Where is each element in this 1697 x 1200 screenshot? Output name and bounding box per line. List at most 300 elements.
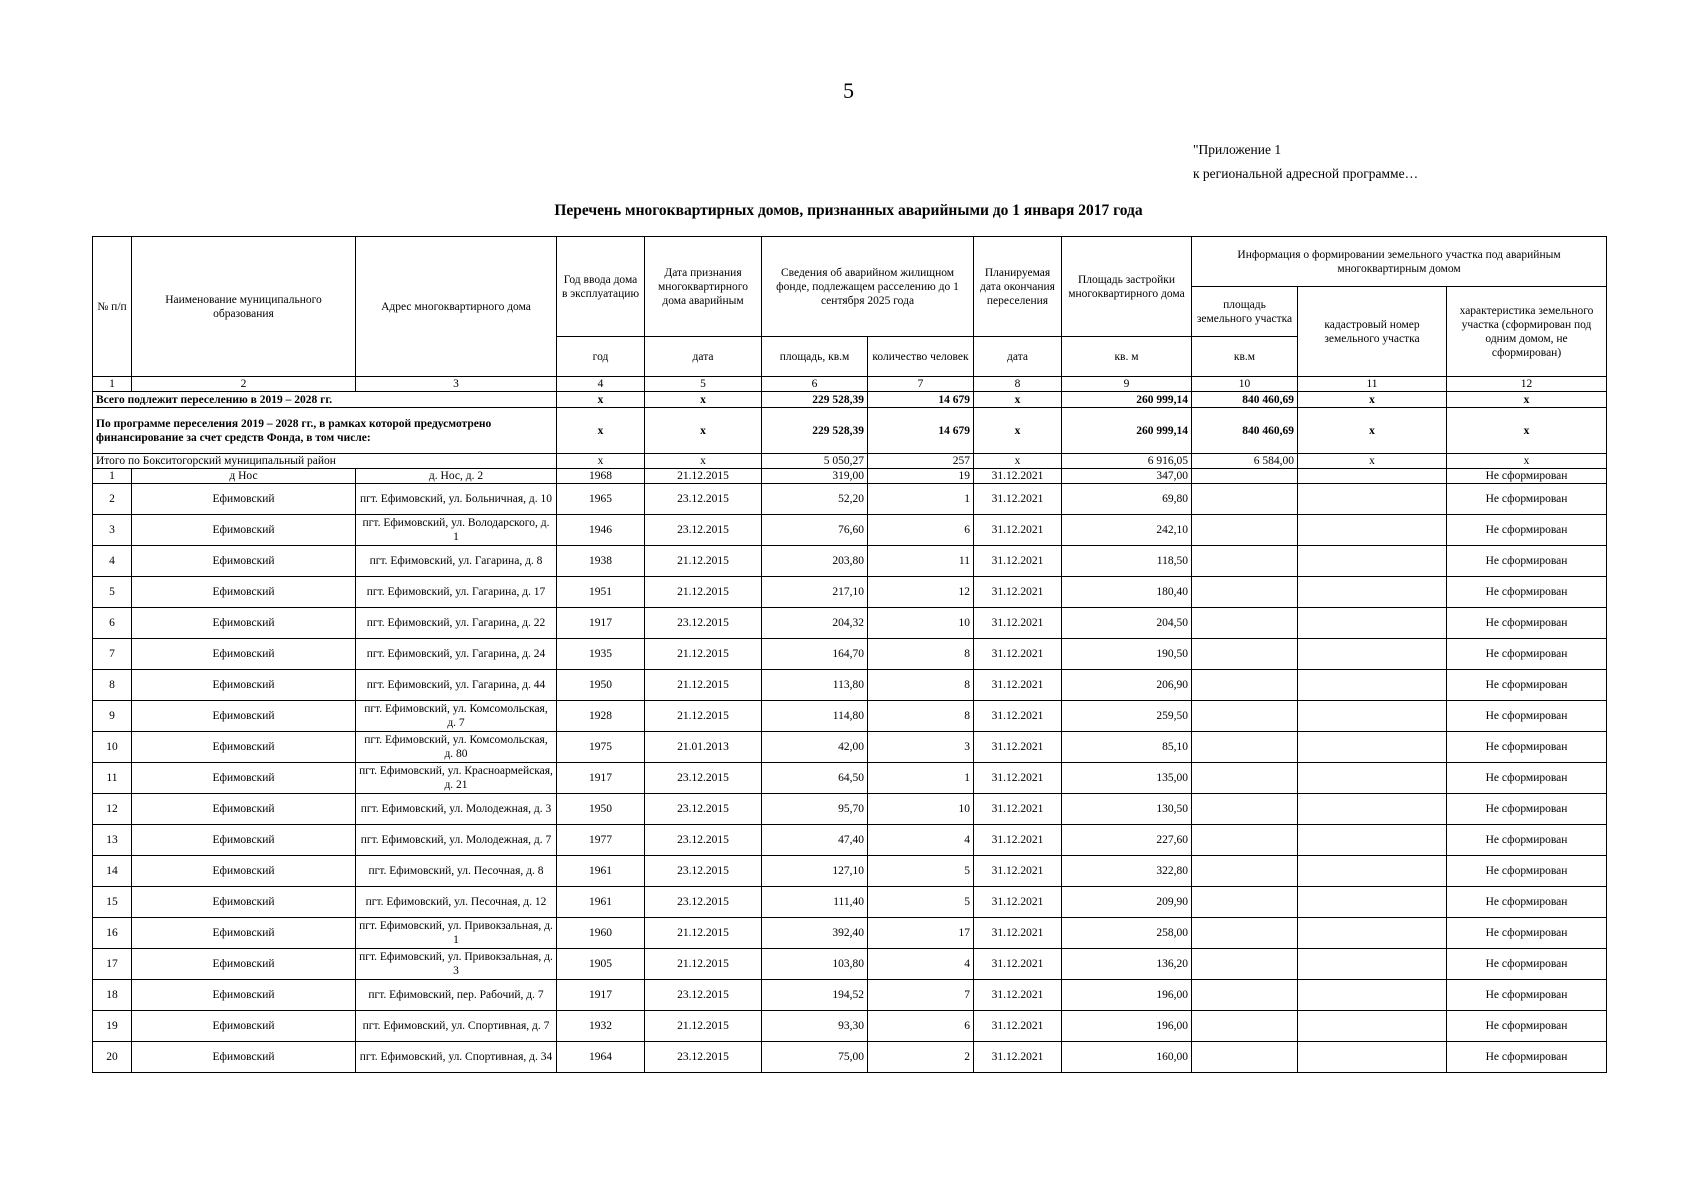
col-number: 7 bbox=[868, 377, 974, 392]
table-row bbox=[93, 1042, 1607, 1073]
row-build-area: 69,80 bbox=[1062, 484, 1192, 515]
row-year: 1917 bbox=[557, 763, 645, 794]
row-plan-date: 31.12.2021 bbox=[974, 484, 1062, 515]
summary-build: 6 916,05 bbox=[1062, 454, 1192, 469]
row-plan-date: 31.12.2021 bbox=[974, 856, 1062, 887]
row-plan-date: 31.12.2021 bbox=[974, 577, 1062, 608]
row-date-recognition: 23.12.2015 bbox=[645, 484, 762, 515]
header-land-character: характеристика земельного участка (сформирован под одним домом, не сформирован) bbox=[1447, 287, 1607, 377]
row-build-area: 160,00 bbox=[1062, 1042, 1192, 1073]
row-address: пгт. Ефимовский, ул. Молодежная, д. 3 bbox=[356, 794, 557, 825]
summary-area: 229 528,39 bbox=[762, 408, 868, 454]
row-number: 14 bbox=[93, 856, 132, 887]
row-people: 6 bbox=[868, 515, 974, 546]
row-address: пгт. Ефимовский, ул. Володарского, д. 1 bbox=[356, 515, 557, 546]
summary-label: Всего подлежит переселению в 2019 – 2028 гг. bbox=[93, 392, 557, 408]
summary-area: 229 528,39 bbox=[762, 392, 868, 408]
row-year: 1905 bbox=[557, 949, 645, 980]
row-plan-date: 31.12.2021 bbox=[974, 794, 1062, 825]
row-year: 1950 bbox=[557, 670, 645, 701]
row-year: 1938 bbox=[557, 546, 645, 577]
row-people: 4 bbox=[868, 949, 974, 980]
row-build-area: 227,60 bbox=[1062, 825, 1192, 856]
col-number: 10 bbox=[1192, 377, 1298, 392]
table-row bbox=[93, 918, 1607, 949]
row-date-recognition: 23.12.2015 bbox=[645, 763, 762, 794]
row-build-area: 118,50 bbox=[1062, 546, 1192, 577]
table-row bbox=[93, 484, 1607, 515]
row-plan-date: 31.12.2021 bbox=[974, 980, 1062, 1011]
row-land-character: Не сформирован bbox=[1447, 1011, 1607, 1042]
header-num: № п/п bbox=[93, 237, 132, 377]
row-area: 76,60 bbox=[762, 515, 868, 546]
table-row bbox=[93, 887, 1607, 918]
row-year: 1977 bbox=[557, 825, 645, 856]
summary-people: 14 679 bbox=[868, 408, 974, 454]
document-title: Перечень многоквартирных домов, признанных аварийными до 1 января 2017 года bbox=[554, 202, 1143, 219]
summary-year: х bbox=[557, 408, 645, 454]
row-area: 204,32 bbox=[762, 608, 868, 639]
row-land-character: Не сформирован bbox=[1447, 949, 1607, 980]
row-land-area bbox=[1192, 794, 1298, 825]
row-build-area: 209,90 bbox=[1062, 887, 1192, 918]
row-land-area bbox=[1192, 1042, 1298, 1073]
row-number: 7 bbox=[93, 639, 132, 670]
row-plan-date: 31.12.2021 bbox=[974, 1011, 1062, 1042]
row-land-area bbox=[1192, 577, 1298, 608]
row-number: 9 bbox=[93, 701, 132, 732]
row-cadastral bbox=[1298, 763, 1447, 794]
header-land-area: площадь земельного участка bbox=[1192, 287, 1298, 337]
row-area: 217,10 bbox=[762, 577, 868, 608]
row-date-recognition: 23.12.2015 bbox=[645, 1042, 762, 1073]
row-date-recognition: 21.12.2015 bbox=[645, 949, 762, 980]
row-number: 5 bbox=[93, 577, 132, 608]
row-build-area: 347,00 bbox=[1062, 469, 1192, 484]
row-people: 1 bbox=[868, 763, 974, 794]
row-people: 2 bbox=[868, 1042, 974, 1073]
row-land-area bbox=[1192, 980, 1298, 1011]
row-cadastral bbox=[1298, 825, 1447, 856]
row-people: 5 bbox=[868, 887, 974, 918]
row-municipality: Ефимовский bbox=[132, 856, 356, 887]
row-municipality: Ефимовский bbox=[132, 980, 356, 1011]
row-plan-date: 31.12.2021 bbox=[974, 918, 1062, 949]
summary-people: 14 679 bbox=[868, 392, 974, 408]
row-year: 1950 bbox=[557, 794, 645, 825]
row-people: 5 bbox=[868, 856, 974, 887]
row-land-character: Не сформирован bbox=[1447, 639, 1607, 670]
row-date-recognition: 21.12.2015 bbox=[645, 577, 762, 608]
row-area: 203,80 bbox=[762, 546, 868, 577]
col-number: 11 bbox=[1298, 377, 1447, 392]
row-address: пгт. Ефимовский, ул. Гагарина, д. 8 bbox=[356, 546, 557, 577]
summary-plan: х bbox=[974, 408, 1062, 454]
row-number: 2 bbox=[93, 484, 132, 515]
row-area: 93,30 bbox=[762, 1011, 868, 1042]
row-people: 10 bbox=[868, 608, 974, 639]
row-people: 7 bbox=[868, 980, 974, 1011]
row-address: пгт. Ефимовский, ул. Гагарина, д. 24 bbox=[356, 639, 557, 670]
row-municipality: д Нос bbox=[132, 469, 356, 484]
row-address: пгт. Ефимовский, ул. Спортивная, д. 34 bbox=[356, 1042, 557, 1073]
header-land-info: Информация о формировании земельного участка под аварийным многоквартирным домом bbox=[1192, 237, 1607, 287]
header-build-area: Площадь застройки многоквартирного дома bbox=[1062, 237, 1192, 337]
row-number: 16 bbox=[93, 918, 132, 949]
row-plan-date: 31.12.2021 bbox=[974, 887, 1062, 918]
row-plan-date: 31.12.2021 bbox=[974, 825, 1062, 856]
row-land-area bbox=[1192, 608, 1298, 639]
summary-cad: х bbox=[1298, 392, 1447, 408]
row-address: пгт. Ефимовский, ул. Молодежная, д. 7 bbox=[356, 825, 557, 856]
row-build-area: 258,00 bbox=[1062, 918, 1192, 949]
row-plan-date: 31.12.2021 bbox=[974, 1042, 1062, 1073]
table-row bbox=[93, 856, 1607, 887]
row-date-recognition: 23.12.2015 bbox=[645, 515, 762, 546]
row-date-recognition: 23.12.2015 bbox=[645, 608, 762, 639]
row-land-character: Не сформирован bbox=[1447, 1042, 1607, 1073]
page-number: 5 bbox=[843, 78, 854, 103]
appendix-line-1: "Приложение 1 bbox=[1193, 142, 1282, 157]
unit-build: кв. м bbox=[1062, 337, 1192, 377]
row-cadastral bbox=[1298, 949, 1447, 980]
row-year: 1928 bbox=[557, 701, 645, 732]
row-area: 52,20 bbox=[762, 484, 868, 515]
col-number: 1 bbox=[93, 377, 132, 392]
summary-date: х bbox=[645, 392, 762, 408]
row-number: 10 bbox=[93, 732, 132, 763]
row-date-recognition: 21.12.2015 bbox=[645, 670, 762, 701]
row-municipality: Ефимовский bbox=[132, 825, 356, 856]
row-area: 164,70 bbox=[762, 639, 868, 670]
row-people: 12 bbox=[868, 577, 974, 608]
summary-cad: х bbox=[1298, 454, 1447, 469]
row-municipality: Ефимовский bbox=[132, 577, 356, 608]
row-year: 1917 bbox=[557, 608, 645, 639]
row-land-area bbox=[1192, 763, 1298, 794]
row-area: 392,40 bbox=[762, 918, 868, 949]
row-address: пгт. Ефимовский, ул. Гагарина, д. 44 bbox=[356, 670, 557, 701]
row-municipality: Ефимовский bbox=[132, 732, 356, 763]
row-number: 15 bbox=[93, 887, 132, 918]
row-land-area bbox=[1192, 1011, 1298, 1042]
summary-char: х bbox=[1447, 454, 1607, 469]
row-land-character: Не сформирован bbox=[1447, 670, 1607, 701]
row-build-area: 196,00 bbox=[1062, 1011, 1192, 1042]
row-municipality: Ефимовский bbox=[132, 949, 356, 980]
col-number: 3 bbox=[356, 377, 557, 392]
column-numbers-row bbox=[93, 377, 1607, 392]
row-land-area bbox=[1192, 515, 1298, 546]
row-land-area bbox=[1192, 469, 1298, 484]
table-row bbox=[93, 469, 1607, 484]
table-row bbox=[93, 701, 1607, 732]
row-year: 1960 bbox=[557, 918, 645, 949]
row-address: пгт. Ефимовский, ул. Комсомольская, д. 7 bbox=[356, 701, 557, 732]
row-year: 1946 bbox=[557, 515, 645, 546]
summary-plan: х bbox=[974, 392, 1062, 408]
row-address: пгт. Ефимовский, ул. Комсомольская, д. 80 bbox=[356, 732, 557, 763]
col-number: 6 bbox=[762, 377, 868, 392]
row-area: 114,80 bbox=[762, 701, 868, 732]
row-plan-date: 31.12.2021 bbox=[974, 546, 1062, 577]
row-people: 1 bbox=[868, 484, 974, 515]
summary-build: 260 999,14 bbox=[1062, 392, 1192, 408]
row-land-area bbox=[1192, 856, 1298, 887]
row-address: пгт. Ефимовский, ул. Песочная, д. 8 bbox=[356, 856, 557, 887]
row-municipality: Ефимовский bbox=[132, 794, 356, 825]
summary-area: 5 050,27 bbox=[762, 454, 868, 469]
row-municipality: Ефимовский bbox=[132, 670, 356, 701]
row-land-area bbox=[1192, 639, 1298, 670]
row-address: пгт. Ефимовский, ул. Больничная, д. 10 bbox=[356, 484, 557, 515]
summary-land: 840 460,69 bbox=[1192, 392, 1298, 408]
table-row bbox=[93, 515, 1607, 546]
row-date-recognition: 21.12.2015 bbox=[645, 546, 762, 577]
row-land-character: Не сформирован bbox=[1447, 577, 1607, 608]
table-header bbox=[93, 237, 1607, 392]
row-cadastral bbox=[1298, 469, 1447, 484]
row-year: 1961 bbox=[557, 856, 645, 887]
row-people: 6 bbox=[868, 1011, 974, 1042]
row-build-area: 180,40 bbox=[1062, 577, 1192, 608]
row-address: пгт. Ефимовский, ул. Гагарина, д. 17 bbox=[356, 577, 557, 608]
col-number: 2 bbox=[132, 377, 356, 392]
row-cadastral bbox=[1298, 546, 1447, 577]
row-municipality: Ефимовский bbox=[132, 608, 356, 639]
row-plan-date: 31.12.2021 bbox=[974, 670, 1062, 701]
housing-table bbox=[92, 236, 1607, 1073]
table-body bbox=[93, 392, 1607, 1073]
row-land-area bbox=[1192, 918, 1298, 949]
row-land-character: Не сформирован bbox=[1447, 980, 1607, 1011]
appendix-line-2: к региональной адресной программе… bbox=[1193, 166, 1419, 181]
row-address: пгт. Ефимовский, ул. Привокзальная, д. 1 bbox=[356, 918, 557, 949]
row-land-character: Не сформирован bbox=[1447, 469, 1607, 484]
row-date-recognition: 21.12.2015 bbox=[645, 918, 762, 949]
summary-build: 260 999,14 bbox=[1062, 408, 1192, 454]
row-date-recognition: 21.12.2015 bbox=[645, 639, 762, 670]
table-row bbox=[93, 732, 1607, 763]
appendix-note bbox=[1193, 138, 1418, 186]
row-year: 1935 bbox=[557, 639, 645, 670]
row-date-recognition: 21.12.2015 bbox=[645, 469, 762, 484]
unit-land: кв.м bbox=[1192, 337, 1298, 377]
row-date-recognition: 23.12.2015 bbox=[645, 980, 762, 1011]
row-area: 75,00 bbox=[762, 1042, 868, 1073]
row-build-area: 259,50 bbox=[1062, 701, 1192, 732]
row-cadastral bbox=[1298, 732, 1447, 763]
row-build-area: 206,90 bbox=[1062, 670, 1192, 701]
row-cadastral bbox=[1298, 484, 1447, 515]
row-build-area: 85,10 bbox=[1062, 732, 1192, 763]
row-land-area bbox=[1192, 732, 1298, 763]
row-land-character: Не сформирован bbox=[1447, 856, 1607, 887]
row-land-character: Не сформирован bbox=[1447, 887, 1607, 918]
row-cadastral bbox=[1298, 918, 1447, 949]
row-plan-date: 31.12.2021 bbox=[974, 469, 1062, 484]
row-people: 3 bbox=[868, 732, 974, 763]
row-plan-date: 31.12.2021 bbox=[974, 515, 1062, 546]
row-build-area: 204,50 bbox=[1062, 608, 1192, 639]
row-municipality: Ефимовский bbox=[132, 1011, 356, 1042]
row-year: 1975 bbox=[557, 732, 645, 763]
row-number: 13 bbox=[93, 825, 132, 856]
row-land-area bbox=[1192, 887, 1298, 918]
row-plan-date: 31.12.2021 bbox=[974, 949, 1062, 980]
row-land-character: Не сформирован bbox=[1447, 732, 1607, 763]
table-row bbox=[93, 608, 1607, 639]
table-row bbox=[93, 949, 1607, 980]
row-area: 127,10 bbox=[762, 856, 868, 887]
summary-char: х bbox=[1447, 392, 1607, 408]
summary-total-row bbox=[93, 392, 1607, 408]
row-land-character: Не сформирован bbox=[1447, 484, 1607, 515]
header-municipality: Наименование муниципального образования bbox=[132, 237, 356, 377]
row-municipality: Ефимовский bbox=[132, 546, 356, 577]
row-people: 17 bbox=[868, 918, 974, 949]
row-people: 8 bbox=[868, 701, 974, 732]
row-number: 3 bbox=[93, 515, 132, 546]
row-people: 8 bbox=[868, 639, 974, 670]
summary-plan: х bbox=[974, 454, 1062, 469]
row-year: 1932 bbox=[557, 1011, 645, 1042]
row-date-recognition: 21.12.2015 bbox=[645, 701, 762, 732]
row-land-area bbox=[1192, 949, 1298, 980]
row-date-recognition: 23.12.2015 bbox=[645, 825, 762, 856]
header-plan-date: Планируемая дата окончания переселения bbox=[974, 237, 1062, 337]
row-plan-date: 31.12.2021 bbox=[974, 763, 1062, 794]
row-build-area: 136,20 bbox=[1062, 949, 1192, 980]
summary-district-row bbox=[93, 454, 1607, 469]
header-cadastral: кадастровый номер земельного участка bbox=[1298, 287, 1447, 377]
unit-date: дата bbox=[645, 337, 762, 377]
table-row bbox=[93, 546, 1607, 577]
row-area: 64,50 bbox=[762, 763, 868, 794]
col-number: 8 bbox=[974, 377, 1062, 392]
row-address: пгт. Ефимовский, ул. Привокзальная, д. 3 bbox=[356, 949, 557, 980]
col-number: 4 bbox=[557, 377, 645, 392]
row-plan-date: 31.12.2021 bbox=[974, 701, 1062, 732]
row-municipality: Ефимовский bbox=[132, 701, 356, 732]
row-build-area: 190,50 bbox=[1062, 639, 1192, 670]
row-people: 8 bbox=[868, 670, 974, 701]
row-area: 319,00 bbox=[762, 469, 868, 484]
row-build-area: 322,80 bbox=[1062, 856, 1192, 887]
summary-label: Итого по Бокситогорский муниципальный район bbox=[93, 454, 557, 469]
summary-date: х bbox=[645, 454, 762, 469]
header-address: Адрес многоквартирного дома bbox=[356, 237, 557, 377]
unit-area: площадь, кв.м bbox=[762, 337, 868, 377]
row-cadastral bbox=[1298, 1011, 1447, 1042]
row-municipality: Ефимовский bbox=[132, 515, 356, 546]
row-number: 1 bbox=[93, 469, 132, 484]
row-number: 12 bbox=[93, 794, 132, 825]
table-row bbox=[93, 639, 1607, 670]
row-land-character: Не сформирован bbox=[1447, 546, 1607, 577]
row-number: 8 bbox=[93, 670, 132, 701]
row-cadastral bbox=[1298, 670, 1447, 701]
header-year: Год ввода дома в эксплуатацию bbox=[557, 237, 645, 337]
row-year: 1968 bbox=[557, 469, 645, 484]
row-date-recognition: 23.12.2015 bbox=[645, 887, 762, 918]
row-cadastral bbox=[1298, 887, 1447, 918]
row-land-character: Не сформирован bbox=[1447, 701, 1607, 732]
row-area: 111,40 bbox=[762, 887, 868, 918]
table-row bbox=[93, 1011, 1607, 1042]
row-date-recognition: 23.12.2015 bbox=[645, 856, 762, 887]
row-number: 20 bbox=[93, 1042, 132, 1073]
table-row bbox=[93, 763, 1607, 794]
row-land-character: Не сформирован bbox=[1447, 763, 1607, 794]
row-municipality: Ефимовский bbox=[132, 918, 356, 949]
row-cadastral bbox=[1298, 701, 1447, 732]
row-plan-date: 31.12.2021 bbox=[974, 608, 1062, 639]
row-plan-date: 31.12.2021 bbox=[974, 639, 1062, 670]
summary-year: х bbox=[557, 392, 645, 408]
row-address: пгт. Ефимовский, ул. Красноармейская, д. 21 bbox=[356, 763, 557, 794]
row-land-area bbox=[1192, 546, 1298, 577]
row-area: 47,40 bbox=[762, 825, 868, 856]
unit-plan-date: дата bbox=[974, 337, 1062, 377]
summary-date: х bbox=[645, 408, 762, 454]
row-address: пгт. Ефимовский, ул. Песочная, д. 12 bbox=[356, 887, 557, 918]
row-date-recognition: 21.12.2015 bbox=[645, 1011, 762, 1042]
row-number: 19 bbox=[93, 1011, 132, 1042]
row-year: 1961 bbox=[557, 887, 645, 918]
row-cadastral bbox=[1298, 856, 1447, 887]
row-area: 113,80 bbox=[762, 670, 868, 701]
row-date-recognition: 23.12.2015 bbox=[645, 794, 762, 825]
col-number: 12 bbox=[1447, 377, 1607, 392]
row-people: 11 bbox=[868, 546, 974, 577]
summary-people: 257 bbox=[868, 454, 974, 469]
row-date-recognition: 21.01.2013 bbox=[645, 732, 762, 763]
table-row bbox=[93, 794, 1607, 825]
row-number: 17 bbox=[93, 949, 132, 980]
row-people: 10 bbox=[868, 794, 974, 825]
row-year: 1917 bbox=[557, 980, 645, 1011]
row-municipality: Ефимовский bbox=[132, 763, 356, 794]
row-land-character: Не сформирован bbox=[1447, 794, 1607, 825]
col-number: 9 bbox=[1062, 377, 1192, 392]
row-plan-date: 31.12.2021 bbox=[974, 732, 1062, 763]
row-address: пгт. Ефимовский, пер. Рабочий, д. 7 bbox=[356, 980, 557, 1011]
row-year: 1965 bbox=[557, 484, 645, 515]
unit-people: количество человек bbox=[868, 337, 974, 377]
row-number: 11 bbox=[93, 763, 132, 794]
summary-char: х bbox=[1447, 408, 1607, 454]
row-area: 95,70 bbox=[762, 794, 868, 825]
summary-year: х bbox=[557, 454, 645, 469]
row-land-area bbox=[1192, 670, 1298, 701]
row-address: д. Нос, д. 2 bbox=[356, 469, 557, 484]
row-land-character: Не сформирован bbox=[1447, 918, 1607, 949]
row-cadastral bbox=[1298, 794, 1447, 825]
row-land-area bbox=[1192, 825, 1298, 856]
row-area: 194,52 bbox=[762, 980, 868, 1011]
unit-year: год bbox=[557, 337, 645, 377]
row-number: 18 bbox=[93, 980, 132, 1011]
row-people: 19 bbox=[868, 469, 974, 484]
row-address: пгт. Ефимовский, ул. Гагарина, д. 22 bbox=[356, 608, 557, 639]
row-number: 6 bbox=[93, 608, 132, 639]
summary-program-row bbox=[93, 408, 1607, 454]
row-municipality: Ефимовский bbox=[132, 887, 356, 918]
row-cadastral bbox=[1298, 608, 1447, 639]
row-area: 42,00 bbox=[762, 732, 868, 763]
header-fund-info: Сведения об аварийном жилищном фонде, подлежащем расселению до 1 сентября 2025 года bbox=[762, 237, 974, 337]
